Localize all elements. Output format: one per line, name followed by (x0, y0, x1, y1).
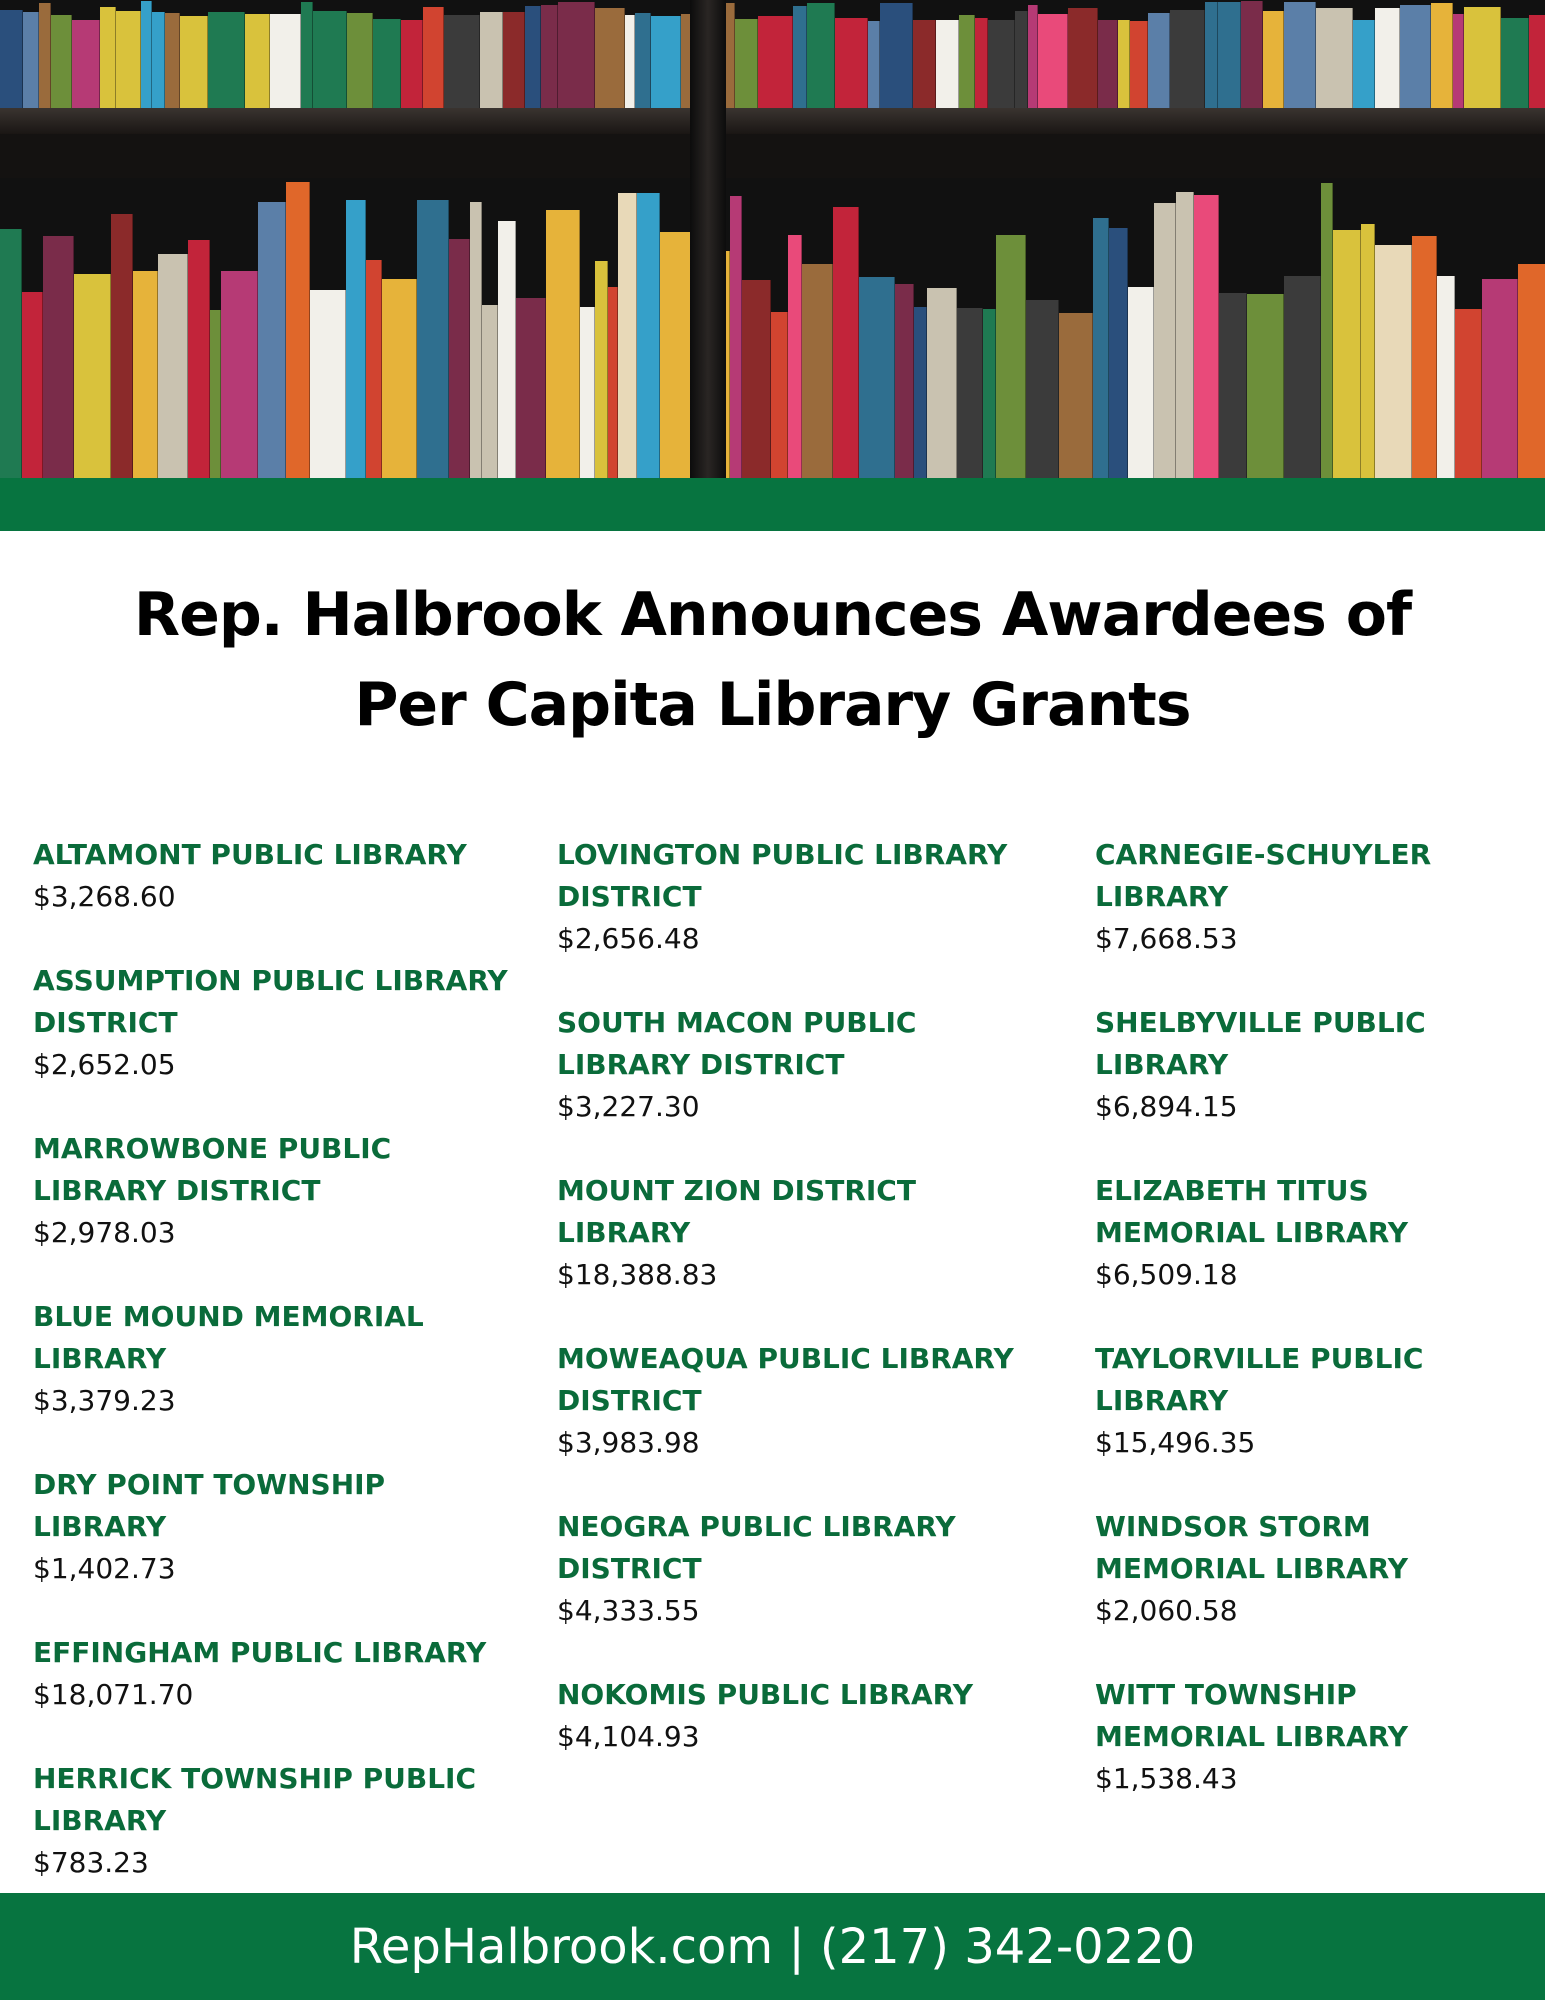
top-shelf-books (0, 0, 1545, 108)
library-name: DRY POINT TOWNSHIP LIBRARY (33, 1468, 386, 1543)
library-name: ELIZABETH TITUS MEMORIAL LIBRARY (1095, 1174, 1409, 1249)
book-spine (859, 277, 895, 478)
book-spine (1038, 14, 1068, 108)
book-spine (1219, 293, 1247, 478)
library-name: WITT TOWNSHIP MEMORIAL LIBRARY (1095, 1678, 1409, 1753)
shelf-divider (690, 0, 726, 478)
grant-column-2 (557, 834, 1057, 1800)
book-spine (1464, 7, 1501, 108)
book-spine (152, 12, 165, 108)
book-spine (735, 19, 758, 108)
book-spine (417, 200, 449, 478)
book-spine (1437, 276, 1455, 478)
header-accent-band (0, 478, 1545, 531)
book-spine (913, 20, 936, 108)
grant-amount: $783.23 (33, 1846, 149, 1879)
book-spine (116, 11, 141, 108)
grant-entry (557, 1506, 1057, 1632)
grant-amount: $3,379.23 (33, 1384, 176, 1417)
book-spine (180, 16, 208, 108)
book-spine (51, 15, 72, 108)
grant-entry (33, 960, 513, 1086)
book-spine (1247, 294, 1284, 478)
grant-amount: $4,333.55 (557, 1594, 700, 1627)
book-spine (165, 13, 180, 108)
book-spine (660, 232, 694, 478)
book-spine (1194, 195, 1219, 478)
book-spine (959, 15, 975, 108)
library-name: BLUE MOUND MEMORIAL LIBRARY (33, 1300, 424, 1375)
book-spine (1068, 8, 1098, 108)
grant-entry (33, 834, 513, 918)
book-spine (1093, 218, 1109, 478)
book-spine (1263, 11, 1284, 108)
book-spine (637, 193, 660, 478)
grant-entry (33, 1758, 513, 1884)
book-spine (1059, 313, 1093, 478)
grant-amount: $3,268.60 (33, 880, 176, 913)
grant-amount: $18,388.83 (557, 1258, 718, 1291)
book-spine (1109, 228, 1128, 478)
book-spine (310, 290, 346, 478)
book-spine (1333, 230, 1361, 478)
library-name: MARROWBONE PUBLIC LIBRARY DISTRICT (33, 1132, 392, 1207)
book-spine (608, 287, 618, 478)
grant-amount: $6,894.15 (1095, 1090, 1238, 1123)
book-spine (558, 2, 595, 108)
book-spine (366, 260, 382, 478)
grant-amount: $15,496.35 (1095, 1426, 1256, 1459)
grant-entry (33, 1296, 513, 1422)
book-spine (957, 308, 983, 478)
grant-amount: $3,983.98 (557, 1426, 700, 1459)
book-spine (833, 207, 859, 478)
book-spine (1241, 1, 1263, 108)
book-spine (1518, 264, 1545, 478)
book-spine (1176, 192, 1194, 478)
book-spine (401, 20, 423, 108)
book-spine (1455, 309, 1482, 478)
grant-entry (1095, 834, 1535, 960)
book-spine (313, 11, 347, 108)
book-spine (914, 307, 927, 478)
book-spine (546, 210, 580, 478)
book-spine (1321, 183, 1333, 478)
book-spine (382, 279, 417, 478)
book-spine (983, 309, 996, 479)
book-spine (1501, 18, 1529, 108)
book-spine (43, 236, 74, 478)
book-spine (742, 280, 771, 478)
book-spine (771, 312, 788, 478)
book-spine (480, 12, 503, 108)
library-name: WINDSOR STORM MEMORIAL LIBRARY (1095, 1510, 1409, 1585)
library-name: ALTAMONT PUBLIC LIBRARY (33, 838, 467, 871)
footer-contact-bar (0, 1893, 1545, 2000)
book-spine (1431, 3, 1453, 108)
library-name: EFFINGHAM PUBLIC LIBRARY (33, 1636, 487, 1669)
library-name: MOUNT ZION DISTRICT LIBRARY (557, 1174, 916, 1249)
book-spine (270, 14, 301, 108)
book-spine (158, 254, 188, 478)
book-spine (100, 7, 116, 108)
book-spine (1015, 11, 1028, 108)
library-name: NEOGRA PUBLIC LIBRARY DISTRICT (557, 1510, 956, 1585)
grant-entry (557, 1170, 1057, 1296)
grant-amount: $3,227.30 (557, 1090, 700, 1123)
book-spine (0, 10, 23, 109)
book-spine (1284, 276, 1321, 478)
book-spine (1128, 287, 1154, 478)
shelf-shadow (0, 134, 1545, 178)
book-spine (1205, 2, 1218, 108)
book-spine (1529, 15, 1545, 108)
book-spine (221, 271, 258, 478)
book-spine (1118, 20, 1130, 108)
library-name: MOWEAQUA PUBLIC LIBRARY DISTRICT (557, 1342, 1014, 1417)
book-spine (541, 5, 558, 108)
book-spine (1361, 224, 1375, 478)
book-spine (258, 202, 286, 478)
grant-entry (33, 1128, 513, 1254)
library-name: HERRICK TOWNSHIP PUBLIC LIBRARY (33, 1762, 477, 1837)
footer-contact-text: RepHalbrook.com | (217) 342-0220 (349, 1918, 1196, 1975)
library-name: CARNEGIE-SCHUYLER LIBRARY (1095, 838, 1432, 913)
book-spine (210, 310, 221, 478)
book-spine (1130, 21, 1148, 108)
book-spine (23, 12, 39, 108)
book-spine (618, 193, 637, 478)
bottom-shelf-books (0, 178, 1545, 478)
book-spine (1284, 2, 1316, 108)
book-spine (1098, 20, 1118, 108)
book-spine (1375, 245, 1412, 478)
grant-column-1 (33, 834, 513, 1926)
book-spine (470, 202, 482, 478)
book-spine (1218, 2, 1241, 108)
book-spine (788, 235, 802, 478)
book-spine (635, 13, 651, 108)
book-spine (758, 16, 793, 108)
shelf-board (0, 108, 1545, 134)
grant-amount: $2,060.58 (1095, 1594, 1238, 1627)
grant-entry (1095, 1338, 1535, 1464)
grant-amount: $18,071.70 (33, 1678, 194, 1711)
book-spine (72, 20, 100, 108)
book-spine (346, 200, 366, 478)
book-spine (188, 240, 210, 478)
book-spine (1148, 13, 1170, 108)
book-spine (444, 15, 480, 108)
grant-entry (1095, 1002, 1535, 1128)
book-spine (286, 182, 310, 478)
book-spine (141, 1, 152, 108)
library-name: SHELBYVILLE PUBLIC LIBRARY (1095, 1006, 1426, 1081)
book-spine (988, 20, 1015, 108)
bookshelf-photo (0, 0, 1545, 478)
book-spine (1400, 5, 1431, 108)
book-spine (868, 21, 880, 108)
book-spine (133, 271, 158, 478)
book-spine (516, 298, 546, 478)
book-spine (895, 284, 914, 478)
book-spine (651, 16, 681, 108)
book-spine (498, 221, 516, 478)
book-spine (1453, 14, 1464, 108)
book-spine (301, 2, 313, 108)
book-spine (503, 12, 525, 108)
title-line-2: Per Capita Library Grants (354, 670, 1191, 740)
grant-entry (1095, 1674, 1535, 1800)
book-spine (580, 307, 595, 478)
book-spine (347, 13, 373, 108)
book-spine (1353, 20, 1375, 108)
grant-amount: $6,509.18 (1095, 1258, 1238, 1291)
book-spine (1028, 5, 1038, 108)
book-spine (996, 235, 1026, 478)
grant-entry (557, 1674, 1057, 1758)
book-spine (525, 6, 541, 108)
grant-column-3 (1095, 834, 1535, 1842)
grant-entry (557, 1338, 1057, 1464)
grant-entry (33, 1632, 513, 1716)
grant-amount: $4,104.93 (557, 1720, 700, 1753)
book-spine (975, 18, 988, 108)
book-spine (1170, 10, 1205, 108)
book-spine (449, 239, 470, 478)
book-spine (245, 14, 270, 108)
grant-entry (557, 834, 1057, 960)
book-spine (807, 3, 835, 108)
book-spine (835, 18, 868, 108)
book-spine (208, 12, 245, 108)
grant-amount: $2,978.03 (33, 1216, 176, 1249)
library-name: LOVINGTON PUBLIC LIBRARY DISTRICT (557, 838, 1008, 913)
page-title (0, 570, 1545, 750)
grant-amount: $1,538.43 (1095, 1762, 1238, 1795)
book-spine (802, 264, 833, 478)
book-spine (111, 214, 133, 478)
grant-amount: $1,402.73 (33, 1552, 176, 1585)
book-spine (880, 3, 913, 108)
book-spine (595, 8, 625, 108)
book-spine (927, 288, 957, 478)
title-line-1: Rep. Halbrook Announces Awardees of (133, 580, 1412, 650)
grant-entry (33, 1464, 513, 1590)
book-spine (595, 261, 608, 478)
book-spine (936, 20, 959, 108)
grant-entry (1095, 1170, 1535, 1296)
book-spine (423, 7, 444, 108)
library-name: TAYLORVILLE PUBLIC LIBRARY (1095, 1342, 1424, 1417)
book-spine (1412, 236, 1437, 478)
book-spine (39, 3, 51, 108)
book-spine (373, 19, 401, 108)
grant-entry (1095, 1506, 1535, 1632)
book-spine (74, 274, 111, 478)
book-spine (1316, 8, 1353, 108)
grant-amount: $2,656.48 (557, 922, 700, 955)
book-spine (1375, 8, 1400, 108)
book-spine (625, 15, 635, 108)
book-spine (1482, 279, 1518, 478)
book-spine (0, 229, 22, 478)
grant-entry (557, 1002, 1057, 1128)
library-name: ASSUMPTION PUBLIC LIBRARY DISTRICT (33, 964, 508, 1039)
book-spine (793, 6, 807, 108)
library-name: SOUTH MACON PUBLIC LIBRARY DISTRICT (557, 1006, 917, 1081)
book-spine (1154, 203, 1176, 478)
library-name: NOKOMIS PUBLIC LIBRARY (557, 1678, 973, 1711)
book-spine (1026, 300, 1059, 478)
book-spine (22, 292, 43, 478)
book-spine (482, 305, 498, 478)
grant-amount: $2,652.05 (33, 1048, 176, 1081)
book-spine (730, 196, 742, 478)
grant-amount: $7,668.53 (1095, 922, 1238, 955)
